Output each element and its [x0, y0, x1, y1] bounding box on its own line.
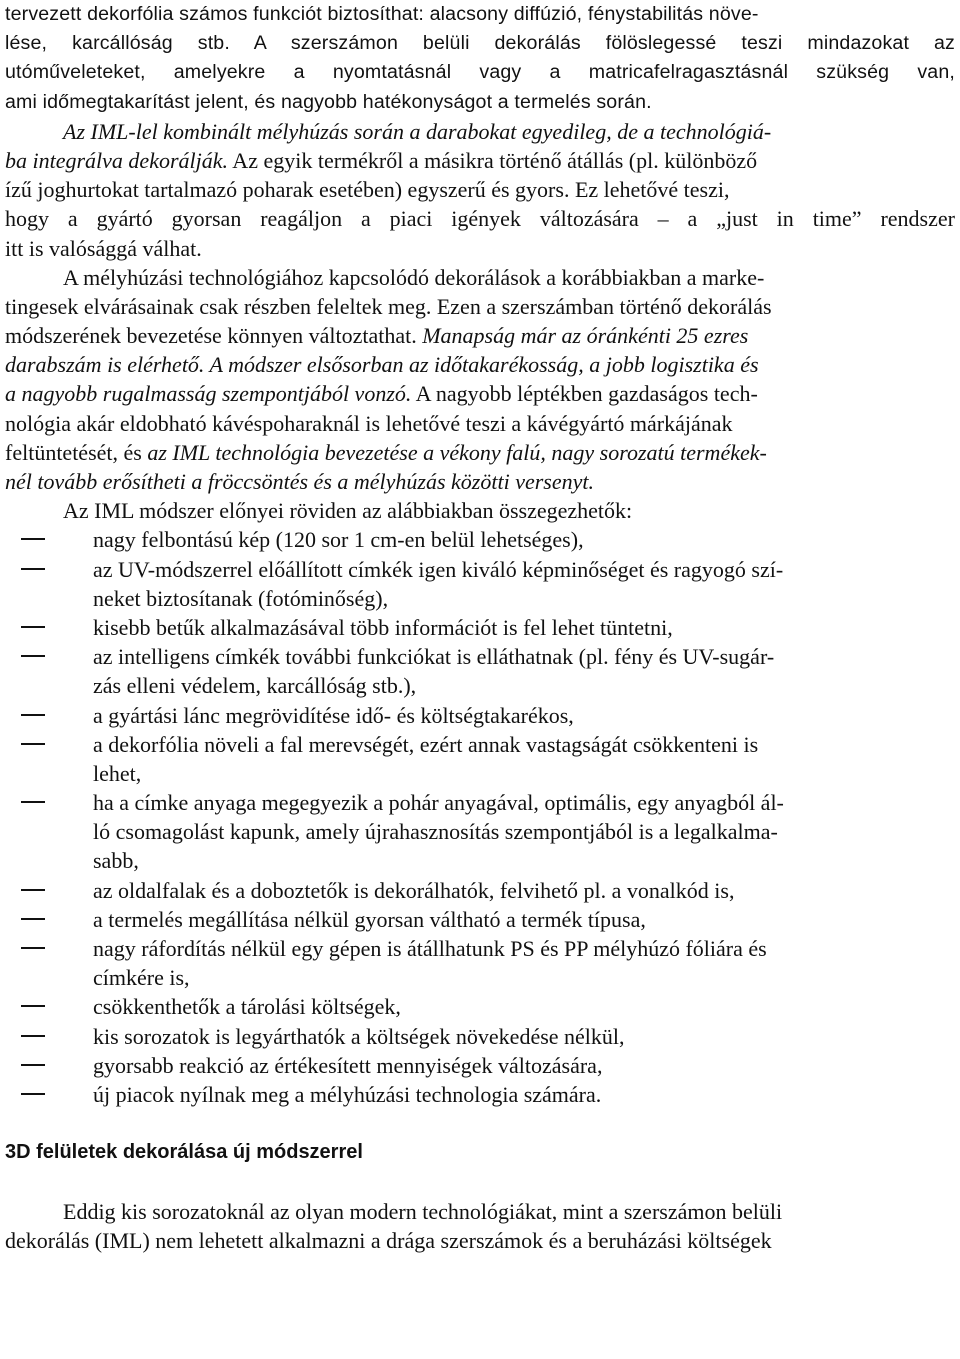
- text-line: [5, 379, 955, 408]
- text-line: [5, 117, 955, 146]
- line-text: neket biztosítanak (fotóminőség),: [93, 585, 389, 611]
- text-line: [5, 438, 955, 467]
- line-text: kisebb betűk alkalmazásával több információt is fel lehet tüntetni,: [93, 614, 673, 640]
- text-line: [5, 0, 955, 29]
- line-text: tervezett dekorfólia számos funkciót biztosíthat: alacsony diffúzió, fénystabilitás növe-: [5, 3, 759, 25]
- line-text: A nagyobb léptékben gazdaságos tech-: [411, 381, 758, 407]
- list-item-line: [5, 525, 955, 554]
- dash-bullet-icon: [21, 538, 45, 540]
- list-item: [5, 1022, 955, 1051]
- list-item: [5, 788, 955, 876]
- paragraph-2: [5, 117, 955, 263]
- line-text: utóműveleteket, amelyekre a nyomtatásnál vagy a matricafelragasztásnál szükség van,: [5, 61, 955, 84]
- line-text: Az IML módszer előnyei röviden az alábbiakban összegezhetők:: [63, 498, 633, 524]
- line-text: lehet,: [93, 760, 142, 786]
- line-text: ízű joghurtokat tartalmazó poharak esetében) egyszerű és gyors. Ez lehetővé teszi,: [5, 177, 730, 203]
- dash-bullet-icon: [21, 655, 45, 657]
- text-line: [5, 234, 955, 263]
- line-text: az intelligens címkék további funkciókat is elláthatnak (pl. fény és UV-sugár-: [93, 644, 775, 670]
- italic-text: darabszám is elérhető.: [5, 352, 205, 378]
- list-item-line: [5, 934, 955, 963]
- italic-text: nél tovább erősítheti a fröccsöntés és a mélyhúzás közötti versenyt.: [5, 469, 594, 494]
- dash-bullet-icon: [21, 889, 45, 891]
- list-item: [5, 613, 955, 642]
- italic-text: A módszer elsősorban az időtakarékosság, a jobb logisztika és: [204, 352, 759, 378]
- text-line: [5, 29, 955, 58]
- line-text: feltüntetését, és: [5, 439, 148, 465]
- line-text: A mélyhúzási technológiához kapcsolódó dekorálások a korábbiakban a marke-: [63, 264, 765, 290]
- italic-text: a nagyobb rugalmasság szempontjából vonzó.: [5, 381, 412, 407]
- list-item-line: [5, 584, 955, 613]
- list-item: [5, 555, 955, 613]
- italic-text: Manapság már az óránkénti 25 ezres: [422, 323, 749, 349]
- italic-text: ba integrálva dekorálják.: [5, 147, 229, 173]
- list-item: [5, 525, 955, 554]
- line-text: nagy felbontású kép (120 sor 1 cm-en belül lehetséges),: [93, 527, 584, 553]
- list-item: [5, 905, 955, 934]
- list-item-line: [5, 555, 955, 584]
- dash-bullet-icon: [21, 626, 45, 628]
- dash-bullet-icon: [21, 743, 45, 745]
- text-line: [5, 146, 955, 175]
- line-text: az UV-módszerrel előállított címkék igen kiváló képminőséget és ragyogó szí-: [93, 556, 784, 582]
- line-text: címkére is,: [93, 965, 190, 991]
- list-item-line: [5, 963, 955, 992]
- text-line: [5, 467, 955, 496]
- line-text: az oldalfalak és a doboztetők is dekorálhatók, felvihető pl. a vonalkód is,: [93, 877, 735, 903]
- list-item: [5, 876, 955, 905]
- list-item-line: [5, 613, 955, 642]
- dash-bullet-icon: [21, 1035, 45, 1037]
- italic-text: Az IML-lel kombinált mélyhúzás során a darabokat egyedileg, de a technológiá-: [63, 118, 772, 144]
- line-text: csökkenthetők a tárolási költségek,: [93, 994, 401, 1020]
- line-text: tingesek elvárásainak csak részben feleltek meg. Ezen a szerszámban történő dekorálás: [5, 293, 772, 319]
- text-line: [5, 292, 955, 321]
- list-item-line: [5, 1051, 955, 1080]
- text-line: [5, 1197, 955, 1226]
- document-page: [5, 0, 955, 1359]
- list-item-line: [5, 1080, 955, 1109]
- line-text: nagy ráfordítás nélkül egy gépen is átállhatunk PS és PP mélyhúzó fóliára és: [93, 936, 767, 961]
- text-line: [5, 1226, 955, 1255]
- heading-text: 3D felületek dekorálása új módszerrel: [5, 1141, 363, 1164]
- text-line: [5, 175, 955, 204]
- dash-bullet-icon: [21, 801, 45, 803]
- line-text: ló csomagolást kapunk, amely újrahasznosítás szempontjából is a legalkalma-: [93, 819, 778, 845]
- list-item-line: [5, 876, 955, 905]
- dash-bullet-icon: [21, 1005, 45, 1007]
- paragraph-4: [5, 1197, 955, 1255]
- list-item-line: [5, 642, 955, 671]
- line-text: dekorálás (IML) nem lehetett alkalmazni a drága szerszámok és a beruházási költségek: [5, 1227, 772, 1253]
- text-line: [5, 263, 955, 292]
- line-text: ami időmegtakarítást jelent, és nagyobb hatékonyságot a termelés során.: [5, 90, 652, 113]
- list-item-line: [5, 788, 955, 817]
- dash-bullet-icon: [21, 1093, 45, 1095]
- line-text: itt is valósággá válhat.: [5, 235, 202, 261]
- list-item-line: [5, 1022, 955, 1051]
- list-item: [5, 934, 955, 992]
- list-item: [5, 1080, 955, 1109]
- line-text: lése, karcállóság stb. A szerszámon belüli dekorálás fölöslegessé teszi mindazokat az: [5, 32, 955, 55]
- list-item-line: [5, 992, 955, 1021]
- paragraph-3: [5, 263, 955, 497]
- list-item: [5, 1051, 955, 1080]
- paragraph-1: [5, 0, 955, 117]
- spacer: [5, 1109, 955, 1138]
- line-text: Eddig kis sorozatoknál az olyan modern technológiákat, mint a szerszámon belüli: [63, 1198, 783, 1224]
- line-text: zás elleni védelem, karcállóság stb.),: [93, 673, 417, 699]
- dash-bullet-icon: [21, 947, 45, 949]
- list-intro: [5, 496, 955, 525]
- line-text: gyorsabb reakció az értékesített mennyiségek változására,: [93, 1052, 603, 1078]
- line-text: a gyártási lánc megrövidítése idő- és költségtakarékos,: [93, 702, 574, 728]
- line-text: új piacok nyílnak meg a mélyhúzási technologia számára.: [93, 1081, 602, 1107]
- list-item: [5, 730, 955, 788]
- line-text: sabb,: [93, 848, 139, 874]
- dash-bullet-icon: [21, 918, 45, 920]
- list-item-line: [5, 730, 955, 759]
- list-item-line: [5, 671, 955, 700]
- spacer: [5, 1168, 955, 1197]
- list-item: [5, 701, 955, 730]
- line-text: Az egyik termékről a másikra történő átállás (pl. különböző: [228, 147, 758, 173]
- line-text: a termelés megállítása nélkül gyorsan váltható a termék típusa,: [93, 906, 646, 932]
- list-item-line: [5, 905, 955, 934]
- section-heading: [5, 1138, 955, 1167]
- line-text: a dekorfólia növeli a fal merevségét, ezért annak vastagságát csökkenteni is: [93, 731, 759, 757]
- italic-text: az IML technológia bevezetése a vékony falú, nagy sorozatú termékek-: [147, 439, 767, 465]
- advantages-list: [5, 525, 955, 1109]
- text-line: [5, 58, 955, 87]
- dash-bullet-icon: [21, 568, 45, 570]
- list-item-line: [5, 817, 955, 846]
- line-text: kis sorozatok is legyárthatók a költségek növekedése nélkül,: [93, 1023, 625, 1049]
- text-line: [5, 409, 955, 438]
- dash-bullet-icon: [21, 714, 45, 716]
- text-line: [5, 204, 955, 233]
- list-item-line: [5, 846, 955, 875]
- line-text: hogy a gyártó gyorsan reagáljon a piaci igények változására – a „just in time” rendszer: [5, 206, 955, 232]
- dash-bullet-icon: [21, 1064, 45, 1066]
- line-text: módszerének bevezetése könnyen változtathat.: [5, 323, 423, 349]
- list-item: [5, 642, 955, 700]
- text-line: [5, 350, 955, 379]
- list-item: [5, 992, 955, 1021]
- list-item-line: [5, 701, 955, 730]
- line-text: nológia akár eldobható kávéspoharaknál is lehetővé teszi a kávégyártó márkájának: [5, 410, 733, 436]
- line-text: ha a címke anyaga megegyezik a pohár anyagával, optimális, egy anyagból ál-: [93, 790, 784, 816]
- list-item-line: [5, 759, 955, 788]
- text-line: [5, 321, 955, 350]
- text-line: [5, 88, 955, 117]
